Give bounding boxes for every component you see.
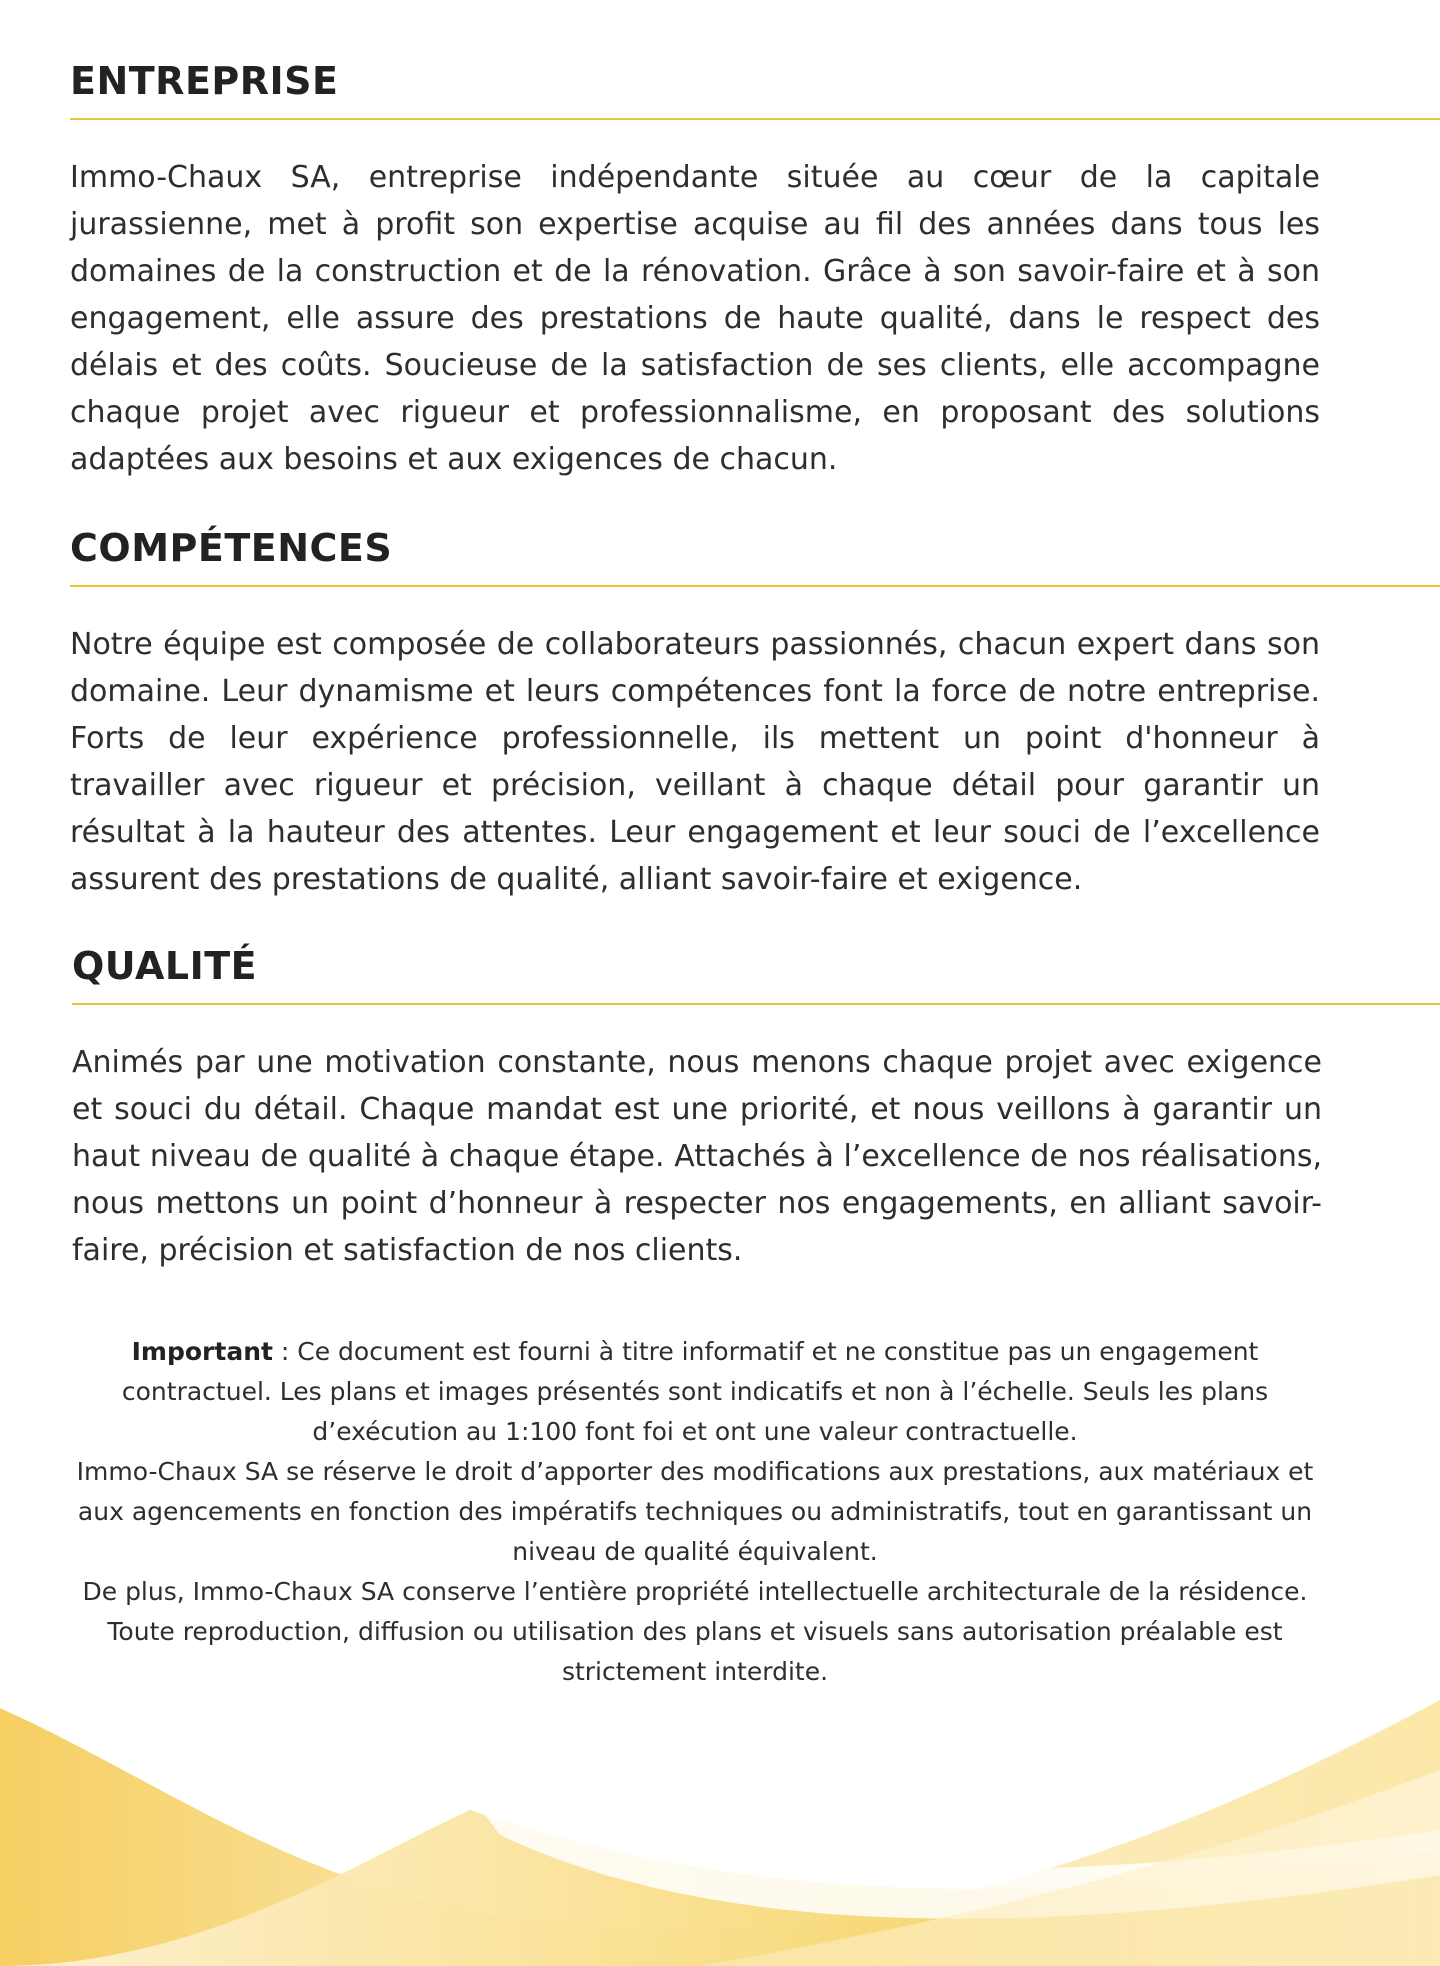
section-divider — [70, 118, 1440, 120]
section-entreprise — [70, 58, 1402, 483]
decorative-waves — [0, 1660, 1440, 1966]
section-title: COMPÉTENCES — [70, 526, 393, 570]
notice-paragraph-3: De plus, Immo-Chaux SA conserve l’entière propriété intellectuelle architecturale de la résidence. Toute reproduction, diffusion ou utilisation des plans et visuels sans autorisation préalable est strictement interdite. — [82, 1577, 1308, 1686]
section-text: Immo-Chaux SA, entreprise indépendante située au cœur de la capitale jurassienne, met à profit son expertise acquise au fil des années dans tous les domaines de la construction et de la rénovation. Grâce à son savoir-faire et à son engagement, elle assure des prestations de haute qualité, dans le respect des délais et des coûts. Soucieuse de la satisfaction de ses clients, elle accompagne chaque projet avec rigueur et professionnalisme, en proposant des solutions adaptées aux besoins et aux exigences de chacun. — [70, 160, 1320, 477]
section-title: QUALITÉ — [72, 944, 258, 988]
section-qualite — [72, 943, 1404, 1274]
notice-text-1: : Ce document est fourni à titre informatif et ne constitue pas un engagement contractuel. Les plans et images présentés sont indicatifs et non à l’échelle. Seuls les plans d’exécution au 1:100 font foi et ont une valeur contractuelle. — [121, 1337, 1269, 1446]
section-divider — [70, 585, 1440, 587]
section-title: ENTREPRISE — [70, 59, 339, 103]
section-text: Animés par une motivation constante, nous menons chaque projet avec exigence et souci du détail. Chaque mandat est une priorité, et nous veillons à garantir un haut niveau de qualité à chaque étape. Attachés à l’excellence de nos réalisations, nous mettons un point d’honneur à respecter nos engagements, en alliant savoir-faire, précision et satisfaction de nos clients. — [72, 1045, 1322, 1268]
section-text: Notre équipe est composée de collaborateurs passionnés, chacun expert dans son domaine. Leur dynamisme et leurs compétences font la force de notre entreprise. Forts de leur expérience professionnelle, ils mettent un point d'honneur à travailler avec rigueur et précision, veillant à chaque détail pour garantir un résultat à la hauteur des attentes. Leur engagement et leur souci de l’excellence assurent des prestations de qualité, alliant savoir-faire et exigence. — [70, 627, 1320, 897]
legal-notice — [70, 1332, 1320, 1692]
notice-paragraph-1 — [70, 1332, 1320, 1452]
notice-label: Important — [131, 1337, 273, 1366]
notice-paragraph-2: Immo-Chaux SA se réserve le droit d’apporter des modifications aux prestations, aux matériaux et aux agencements en fonction des impératifs techniques ou administratifs, tout en garantissant un niveau de qualité équivalent. — [76, 1457, 1314, 1566]
section-competences — [70, 525, 1402, 903]
section-divider — [72, 1003, 1440, 1005]
